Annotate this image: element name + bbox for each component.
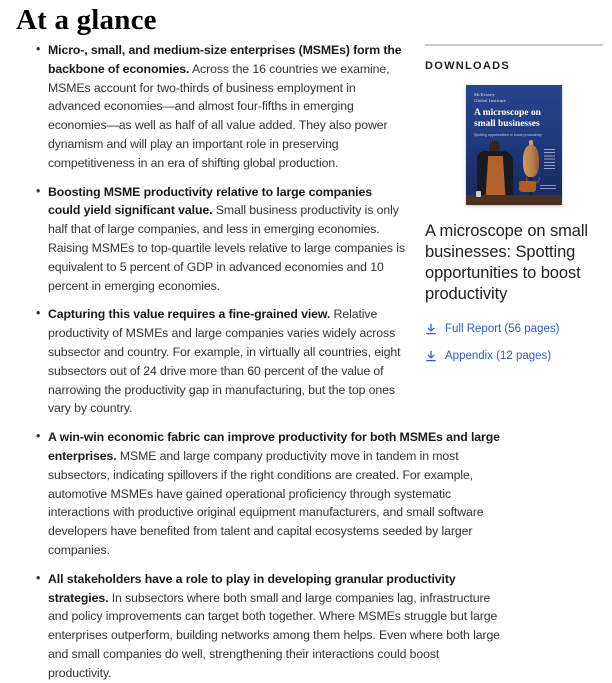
cup-on-table [476,191,481,197]
bullet-text: Relative productivity of MSMEs and large companies varies widely across subsector and country. For example, in virtually all countries, eight subsectors out of 24 drive more than 60 percent of the value of narrowing the productivity gap in manufacturing, but the top ones vary by country. [48,307,401,416]
divider [425,44,603,46]
report-cover-thumbnail[interactable] [466,85,562,205]
brand-line-2: Global Institute [474,97,506,103]
cover-author-lines [544,149,555,171]
mckinsey-global-institute-logo [474,92,506,103]
cover-title: A microscope on small businesses [474,108,541,129]
bullet-lead: Micro-, small, and medium-size enterprises (MSMEs) form the backbone of economies. [48,43,402,76]
bullet-lead: Capturing this value requires a fine-grained view. [48,307,331,322]
bullet-item-win-win-fabric [48,428,505,560]
cover-subtitle: Spotting opportunities to boost productivity [474,133,542,137]
bullet-text: MSME and large company productivity move in tandem in most subsectors, indicating spillovers if the right conditions are created. For example, automotive MSMEs have gained operational proficiency through systematic interactions with productive original equipment manufacturers, and small software developers have benefited from talent and capital ecosystems seeded by larger companies. [48,448,484,557]
full-report-download-link[interactable] [425,322,603,336]
cover-footer-lines [540,185,556,191]
bullet-text: In subsectors where both small and large companies lag, infrastructure and policy improvements can target both together. Where MSMEs struggle but large enterprises outperform, building networks among them helps. Even where both large and small companies do well, strengthening their interactions could boost productivity. [48,590,500,680]
orange-handbag [519,181,536,192]
bullet-lead: Boosting MSME productivity relative to large companies could yield significant value. [48,184,372,218]
bullet-item-stakeholders [48,570,505,683]
bullet-text: Across the 16 countries we examine, MSMEs account for two-thirds of business employment in advanced economies—and almost four-fifths in emerging economies—as well as half of all value added. They also power dynamism and will play an important role in preserving competitiveness in an era of shifting global production. [48,61,390,170]
bullet-lead: A win-win economic fabric can improve productivity for both MSMEs and large enterprises. [48,430,500,463]
downloads-panel [425,44,603,363]
brand-line-1: McKinsey [474,92,495,97]
bullet-text: Small business productivity is only half that of large companies, and less in emerging economies. Raising MSMEs to top-quartile levels relative to large companies is equivalent to 5 percent of GDP in advanced economies and 10 percent in emerging economies. [48,203,405,293]
dress-form-mannequin [523,145,539,177]
page-title: At a glance [16,4,157,36]
report-title: A microscope on small businesses: Spotting opportunities to boost productivity [425,222,588,303]
download-icon [425,350,437,362]
download-link-label: Full Report (56 pages) [445,323,560,335]
download-link-label: Appendix (12 pages) [445,350,552,362]
download-icon [425,323,437,335]
appendix-download-link[interactable] [425,349,603,363]
downloads-heading: DOWNLOADS [425,60,511,72]
bullet-lead: All stakeholders have a role to play in developing granular productivity strategies. [48,571,456,605]
